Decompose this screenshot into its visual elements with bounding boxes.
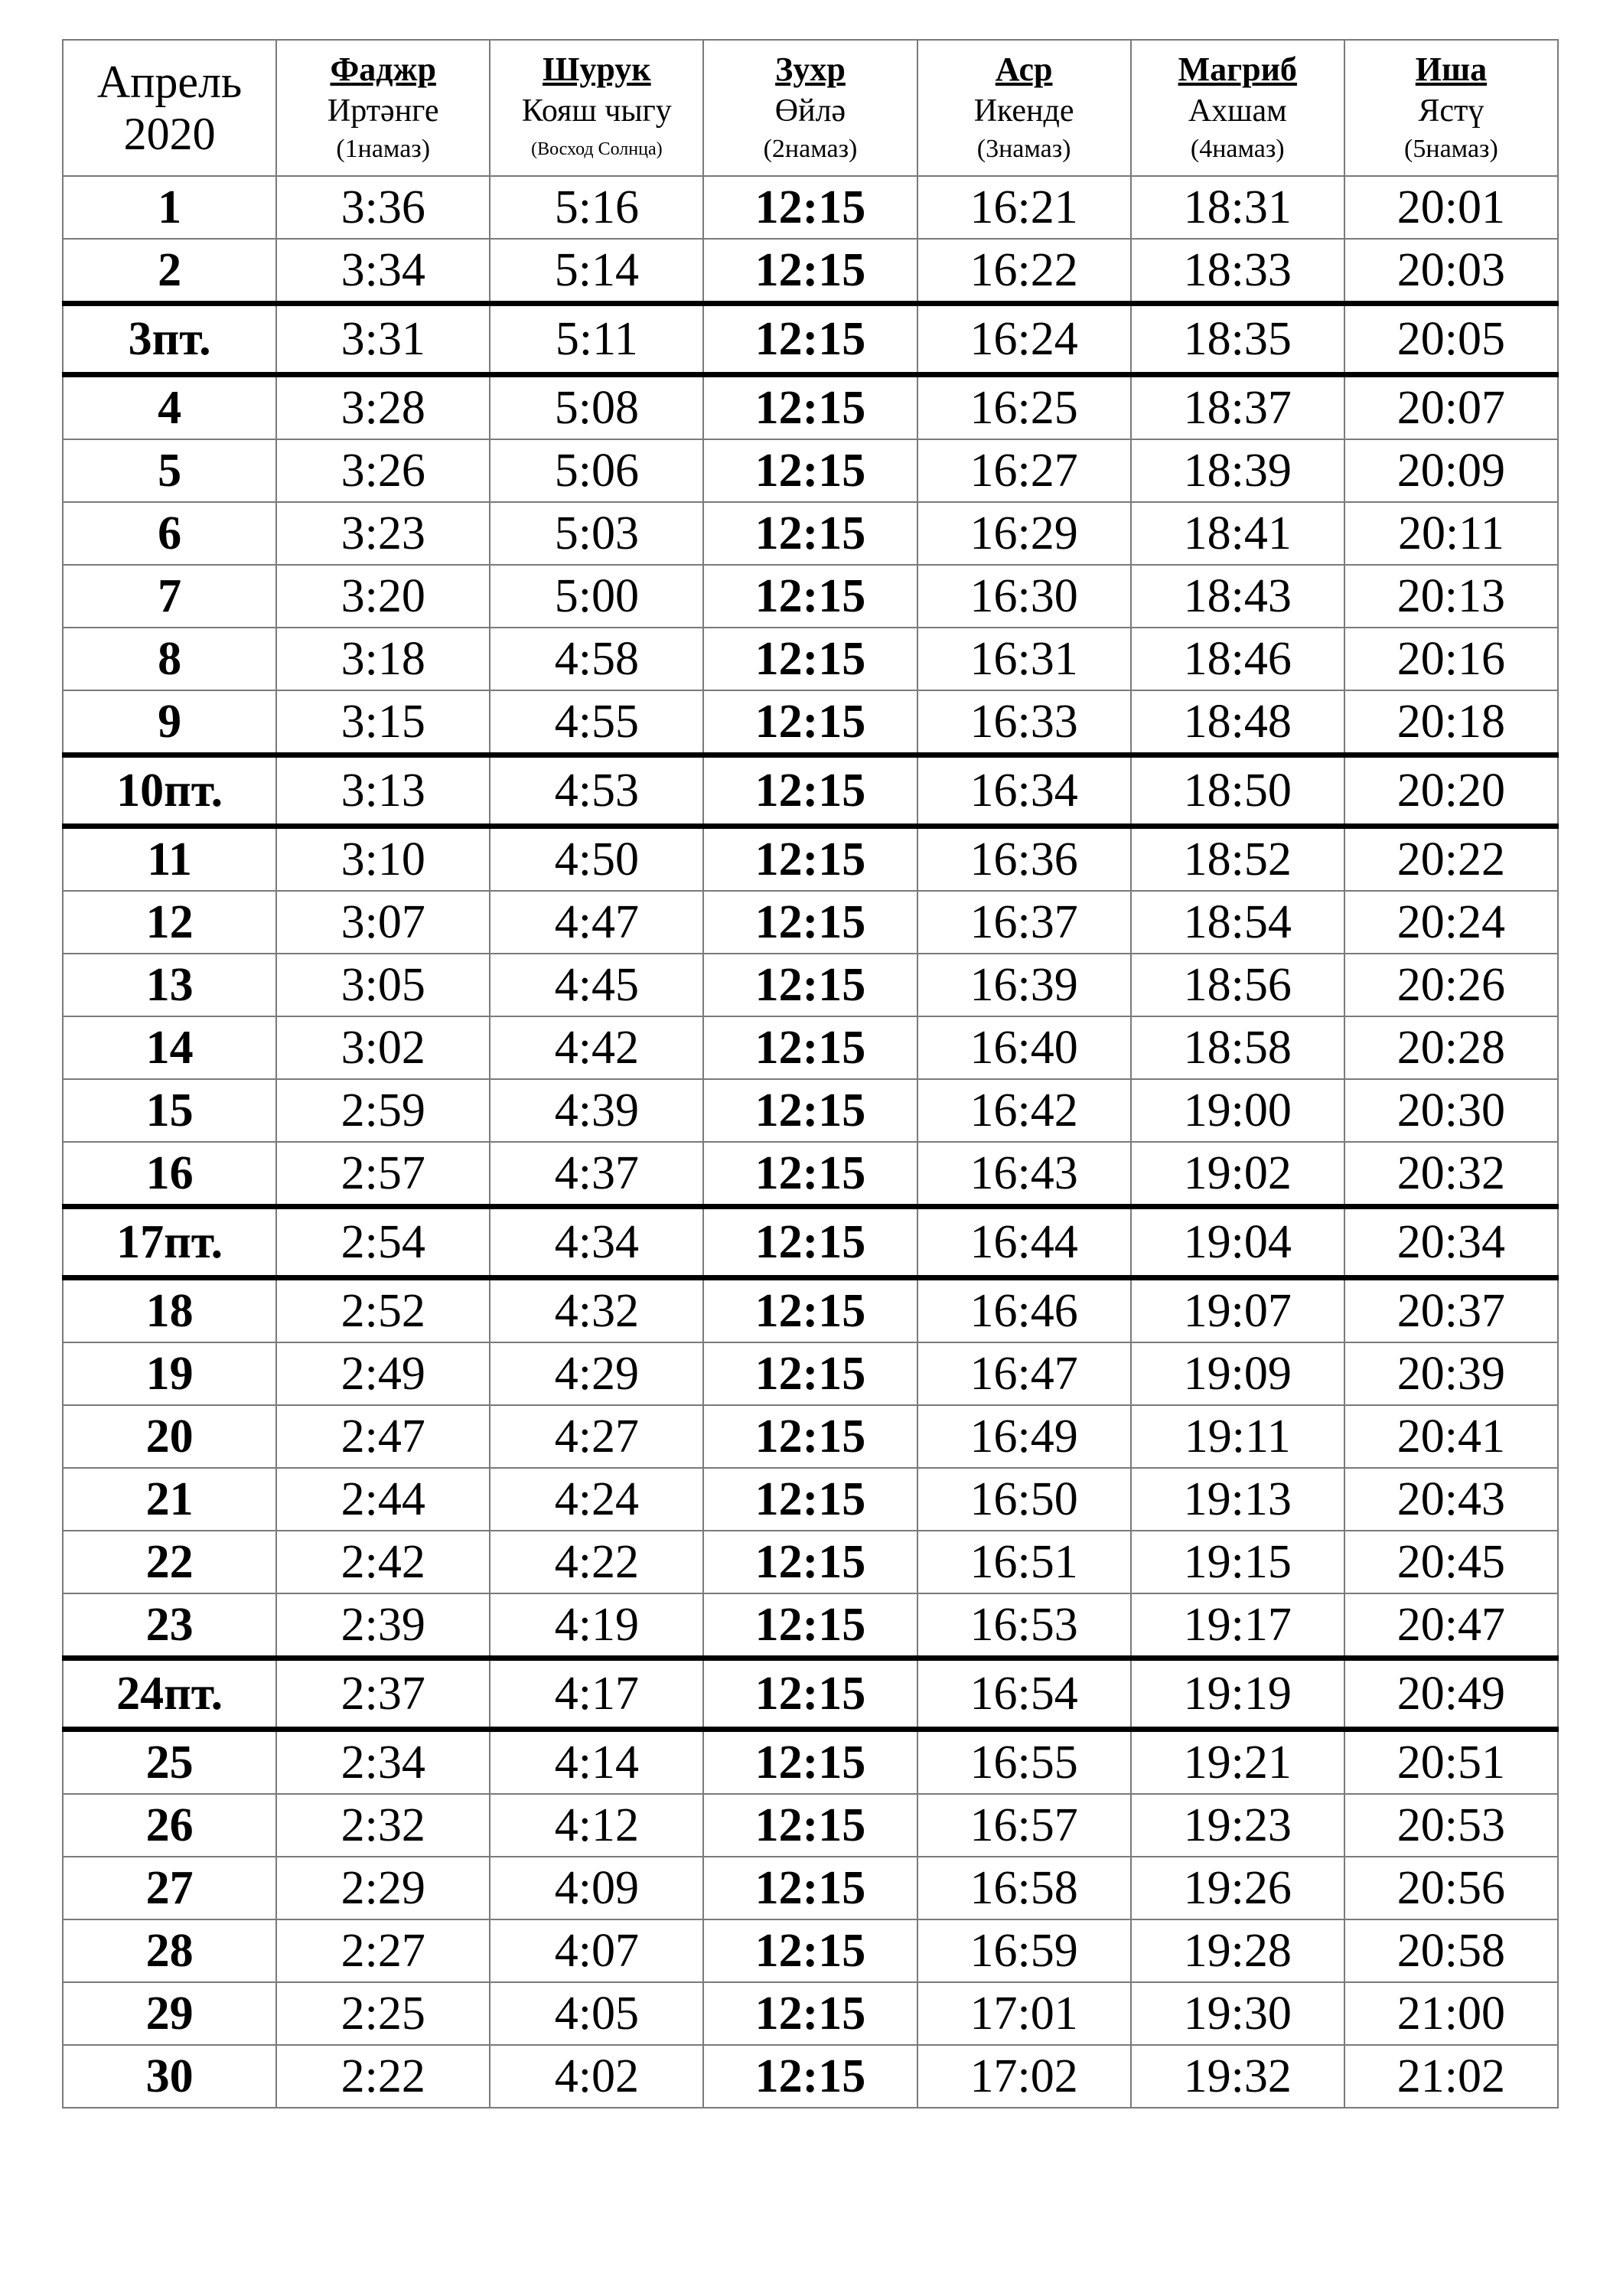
time-cell: 18:50 [1131,755,1344,827]
time-cell: 5:16 [490,176,703,239]
prayer-name: Магриб [1178,51,1297,88]
time-cell: 17:01 [917,1982,1131,2045]
time-cell: 19:11 [1131,1405,1344,1468]
table-row [63,1079,1558,1142]
prayer-header-2 [490,40,703,176]
time-cell: 12:15 [703,304,917,375]
year-label: 2020 [123,109,216,159]
time-cell: 12:15 [703,1405,917,1468]
table-row [63,1342,1558,1405]
table-row [63,1531,1558,1593]
time-cell: 3:34 [276,239,490,304]
time-cell: 19:02 [1131,1142,1344,1207]
table-row [63,439,1558,502]
time-cell: 16:30 [917,565,1131,628]
time-cell: 4:09 [490,1857,703,1919]
time-cell: 20:09 [1344,439,1558,502]
time-cell: 16:27 [917,439,1131,502]
day-cell: 7 [63,565,276,628]
prayer-name: Зухр [775,51,846,88]
time-cell: 5:14 [490,239,703,304]
table-row [63,891,1558,954]
time-cell: 18:43 [1131,565,1344,628]
time-cell: 3:10 [276,827,490,892]
time-cell: 18:33 [1131,239,1344,304]
time-cell: 12:15 [703,1142,917,1207]
prayer-header-5 [1131,40,1344,176]
time-cell: 20:47 [1344,1593,1558,1658]
time-cell: 12:15 [703,755,917,827]
time-cell: 3:13 [276,755,490,827]
time-cell: 20:24 [1344,891,1558,954]
day-cell: 8 [63,628,276,690]
time-cell: 12:15 [703,1016,917,1079]
day-cell: 9 [63,690,276,755]
time-cell: 4:55 [490,690,703,755]
time-cell: 16:39 [917,954,1131,1016]
day-cell: 28 [63,1919,276,1982]
time-cell: 19:30 [1131,1982,1344,2045]
prayer-subtitle: (1намаз) [336,135,431,163]
time-cell: 20:34 [1344,1207,1558,1278]
prayer-subtitle: (3намаз) [976,135,1071,163]
time-cell: 16:54 [917,1658,1131,1730]
time-cell: 12:15 [703,1982,917,2045]
day-cell: 27 [63,1857,276,1919]
header-row [63,40,1558,176]
table-row [63,1593,1558,1658]
day-cell: 15 [63,1079,276,1142]
time-cell: 4:39 [490,1079,703,1142]
time-cell: 12:15 [703,176,917,239]
day-cell: 13 [63,954,276,1016]
time-cell: 3:02 [276,1016,490,1079]
time-cell: 16:22 [917,239,1131,304]
day-cell: 10пт. [63,755,276,827]
table-row [63,239,1558,304]
time-cell: 12:15 [703,1278,917,1343]
time-cell: 18:37 [1131,375,1344,440]
time-cell: 16:57 [917,1794,1131,1857]
time-cell: 21:02 [1344,2045,1558,2108]
time-cell: 20:26 [1344,954,1558,1016]
time-cell: 16:42 [917,1079,1131,1142]
time-cell: 20:45 [1344,1531,1558,1593]
day-cell: 6 [63,502,276,565]
time-cell: 12:15 [703,1593,917,1658]
time-cell: 19:17 [1131,1593,1344,1658]
time-cell: 20:37 [1344,1278,1558,1343]
time-cell: 16:46 [917,1278,1131,1343]
time-cell: 12:15 [703,1079,917,1142]
time-cell: 20:16 [1344,628,1558,690]
time-cell: 2:22 [276,2045,490,2108]
table-row [63,1468,1558,1531]
time-cell: 2:37 [276,1658,490,1730]
time-cell: 12:15 [703,891,917,954]
time-cell: 19:00 [1131,1079,1344,1142]
time-cell: 16:44 [917,1207,1131,1278]
day-cell: 16 [63,1142,276,1207]
time-cell: 2:54 [276,1207,490,1278]
time-cell: 18:48 [1131,690,1344,755]
time-cell: 3:36 [276,176,490,239]
day-cell: 21 [63,1468,276,1531]
prayer-name: Аср [995,51,1053,88]
table-row [63,375,1558,440]
time-cell: 12:15 [703,439,917,502]
prayer-name: Шурук [543,51,651,88]
table-row [63,954,1558,1016]
table-row [63,690,1558,755]
time-cell: 16:50 [917,1468,1131,1531]
day-cell: 5 [63,439,276,502]
time-cell: 19:04 [1131,1207,1344,1278]
time-cell: 16:49 [917,1405,1131,1468]
time-cell: 5:06 [490,439,703,502]
time-cell: 12:15 [703,1730,917,1795]
time-cell: 3:26 [276,439,490,502]
table-row [63,1278,1558,1343]
time-cell: 16:36 [917,827,1131,892]
time-cell: 16:43 [917,1142,1131,1207]
time-cell: 20:49 [1344,1658,1558,1730]
time-cell: 12:15 [703,1342,917,1405]
day-cell: 20 [63,1405,276,1468]
time-cell: 3:23 [276,502,490,565]
table-row [63,2045,1558,2108]
table-row [63,628,1558,690]
prayer-subtitle: (4намаз) [1190,135,1285,163]
day-cell: 25 [63,1730,276,1795]
time-cell: 16:33 [917,690,1131,755]
time-cell: 16:40 [917,1016,1131,1079]
time-cell: 4:45 [490,954,703,1016]
time-cell: 4:53 [490,755,703,827]
time-cell: 19:32 [1131,2045,1344,2108]
time-cell: 12:15 [703,1919,917,1982]
time-cell: 20:41 [1344,1405,1558,1468]
time-cell: 5:00 [490,565,703,628]
time-cell: 20:56 [1344,1857,1558,1919]
time-cell: 12:15 [703,239,917,304]
time-cell: 2:34 [276,1730,490,1795]
day-cell: 19 [63,1342,276,1405]
day-cell: 24пт. [63,1658,276,1730]
table-row [63,1405,1558,1468]
time-cell: 18:31 [1131,176,1344,239]
time-cell: 21:00 [1344,1982,1558,2045]
time-cell: 18:35 [1131,304,1344,375]
time-cell: 2:44 [276,1468,490,1531]
table-row [63,176,1558,239]
prayer-local-name: Өйлә [774,93,846,129]
time-cell: 5:08 [490,375,703,440]
time-cell: 4:14 [490,1730,703,1795]
time-cell: 18:58 [1131,1016,1344,1079]
time-cell: 20:22 [1344,827,1558,892]
time-cell: 12:15 [703,1658,917,1730]
table-row [63,565,1558,628]
time-cell: 2:47 [276,1405,490,1468]
month-year-cell [63,40,276,176]
day-cell: 12 [63,891,276,954]
table-row-friday [63,755,1558,827]
time-cell: 4:34 [490,1207,703,1278]
time-cell: 16:37 [917,891,1131,954]
time-cell: 20:20 [1344,755,1558,827]
prayer-header-6 [1344,40,1558,176]
day-cell: 11 [63,827,276,892]
time-cell: 12:15 [703,628,917,690]
prayer-subtitle: (2намаз) [763,135,858,163]
day-cell: 4 [63,375,276,440]
time-cell: 4:24 [490,1468,703,1531]
prayer-timetable [62,39,1559,2108]
time-cell: 20:51 [1344,1730,1558,1795]
day-cell: 29 [63,1982,276,2045]
day-cell: 23 [63,1593,276,1658]
prayer-local-name: Ахшам [1188,93,1287,129]
time-cell: 2:49 [276,1342,490,1405]
table-row [63,827,1558,892]
time-cell: 18:56 [1131,954,1344,1016]
time-cell: 4:29 [490,1342,703,1405]
time-cell: 19:28 [1131,1919,1344,1982]
time-cell: 19:26 [1131,1857,1344,1919]
table-row [63,1919,1558,1982]
time-cell: 18:54 [1131,891,1344,954]
table-row-friday [63,1658,1558,1730]
prayer-local-name: Иртәнге [327,93,439,129]
time-cell: 4:50 [490,827,703,892]
prayer-header-1 [276,40,490,176]
time-cell: 4:37 [490,1142,703,1207]
prayer-subtitle: (5намаз) [1404,135,1498,163]
time-cell: 12:15 [703,375,917,440]
time-cell: 20:11 [1344,502,1558,565]
day-cell: 2 [63,239,276,304]
time-cell: 16:58 [917,1857,1131,1919]
time-cell: 4:12 [490,1794,703,1857]
time-cell: 4:07 [490,1919,703,1982]
prayer-local-name: Икенде [973,93,1074,129]
time-cell: 20:18 [1344,690,1558,755]
time-cell: 19:07 [1131,1278,1344,1343]
time-cell: 16:31 [917,628,1131,690]
time-cell: 2:39 [276,1593,490,1658]
time-cell: 20:28 [1344,1016,1558,1079]
time-cell: 4:32 [490,1278,703,1343]
time-cell: 12:15 [703,690,917,755]
day-cell: 30 [63,2045,276,2108]
table-row [63,1142,1558,1207]
time-cell: 20:13 [1344,565,1558,628]
time-cell: 12:15 [703,565,917,628]
time-cell: 12:15 [703,1857,917,1919]
time-cell: 4:17 [490,1658,703,1730]
time-cell: 4:22 [490,1531,703,1593]
time-cell: 20:03 [1344,239,1558,304]
time-cell: 2:42 [276,1531,490,1593]
time-cell: 16:25 [917,375,1131,440]
time-cell: 17:02 [917,2045,1131,2108]
day-cell: 18 [63,1278,276,1343]
time-cell: 16:24 [917,304,1131,375]
time-cell: 16:59 [917,1919,1131,1982]
time-cell: 4:27 [490,1405,703,1468]
time-cell: 2:59 [276,1079,490,1142]
time-cell: 20:39 [1344,1342,1558,1405]
table-row [63,1982,1558,2045]
time-cell: 16:51 [917,1531,1131,1593]
timetable-body [63,176,1558,2108]
time-cell: 12:15 [703,502,917,565]
day-cell: 26 [63,1794,276,1857]
time-cell: 19:15 [1131,1531,1344,1593]
time-cell: 5:11 [490,304,703,375]
time-cell: 19:09 [1131,1342,1344,1405]
table-row [63,502,1558,565]
time-cell: 12:15 [703,2045,917,2108]
time-cell: 20:53 [1344,1794,1558,1857]
table-row-friday [63,304,1558,375]
time-cell: 20:01 [1344,176,1558,239]
prayer-local-name: Ястү [1418,93,1484,129]
time-cell: 12:15 [703,1207,917,1278]
time-cell: 4:19 [490,1593,703,1658]
time-cell: 19:19 [1131,1658,1344,1730]
time-cell: 16:53 [917,1593,1131,1658]
time-cell: 20:07 [1344,375,1558,440]
time-cell: 3:20 [276,565,490,628]
time-cell: 3:05 [276,954,490,1016]
time-cell: 19:23 [1131,1794,1344,1857]
time-cell: 3:31 [276,304,490,375]
prayer-local-name: Кояш чыгу [521,93,672,129]
time-cell: 18:46 [1131,628,1344,690]
time-cell: 2:25 [276,1982,490,2045]
time-cell: 4:58 [490,628,703,690]
time-cell: 19:21 [1131,1730,1344,1795]
time-cell: 4:42 [490,1016,703,1079]
time-cell: 16:29 [917,502,1131,565]
table-row [63,1016,1558,1079]
time-cell: 20:32 [1344,1142,1558,1207]
day-cell: 3пт. [63,304,276,375]
time-cell: 2:27 [276,1919,490,1982]
time-cell: 12:15 [703,1531,917,1593]
time-cell: 3:15 [276,690,490,755]
table-row-friday [63,1207,1558,1278]
time-cell: 16:34 [917,755,1131,827]
time-cell: 20:30 [1344,1079,1558,1142]
time-cell: 3:07 [276,891,490,954]
time-cell: 2:29 [276,1857,490,1919]
prayer-header-3 [703,40,917,176]
time-cell: 16:21 [917,176,1131,239]
time-cell: 4:05 [490,1982,703,2045]
time-cell: 20:58 [1344,1919,1558,1982]
time-cell: 3:28 [276,375,490,440]
month-label: Апрель [96,57,243,107]
day-cell: 1 [63,176,276,239]
time-cell: 4:02 [490,2045,703,2108]
time-cell: 4:47 [490,891,703,954]
time-cell: 16:47 [917,1342,1131,1405]
prayer-name: Иша [1415,51,1488,88]
table-row [63,1794,1558,1857]
time-cell: 2:52 [276,1278,490,1343]
time-cell: 20:43 [1344,1468,1558,1531]
time-cell: 12:15 [703,1794,917,1857]
time-cell: 3:18 [276,628,490,690]
table-row [63,1857,1558,1919]
time-cell: 18:52 [1131,827,1344,892]
time-cell: 20:05 [1344,304,1558,375]
time-cell: 12:15 [703,1468,917,1531]
time-cell: 18:41 [1131,502,1344,565]
time-cell: 12:15 [703,954,917,1016]
prayer-header-4 [917,40,1131,176]
time-cell: 19:13 [1131,1468,1344,1531]
table-row [63,1730,1558,1795]
day-cell: 14 [63,1016,276,1079]
time-cell: 12:15 [703,827,917,892]
day-cell: 17пт. [63,1207,276,1278]
day-cell: 22 [63,1531,276,1593]
timetable-header [63,40,1558,176]
time-cell: 16:55 [917,1730,1131,1795]
time-cell: 2:57 [276,1142,490,1207]
prayer-name: Фаджр [330,51,436,88]
prayer-subtitle: (Восход Солнца) [531,139,663,159]
time-cell: 5:03 [490,502,703,565]
time-cell: 2:32 [276,1794,490,1857]
time-cell: 18:39 [1131,439,1344,502]
